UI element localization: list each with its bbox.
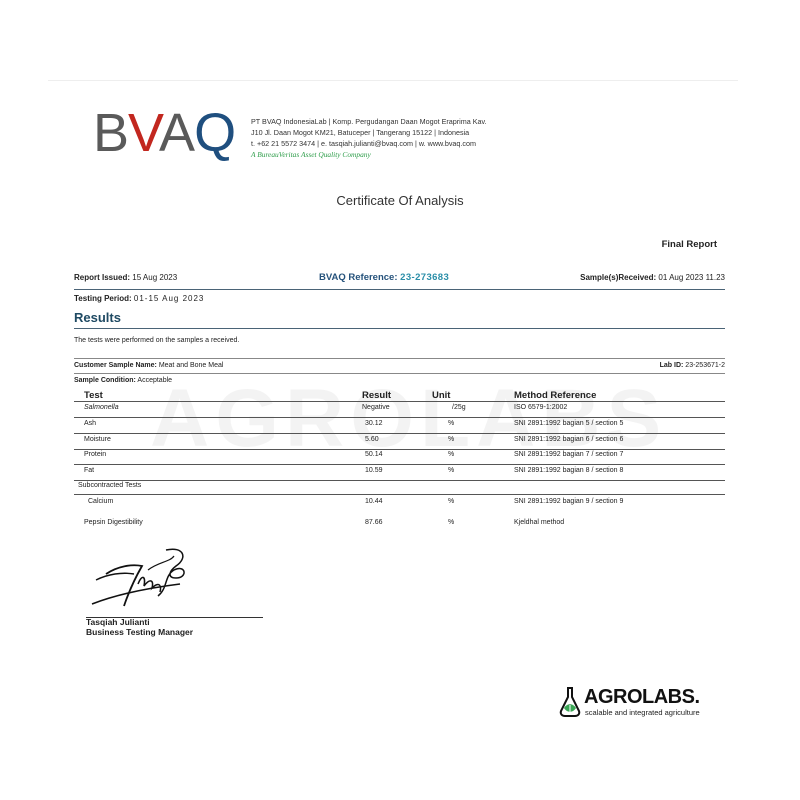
note-divider [74, 358, 725, 359]
signatory-name: Tasqiah Julianti [86, 617, 150, 627]
signatory-block [86, 617, 193, 637]
agrolabs-name: AGROLABS. [584, 686, 700, 708]
sample-condition: Sample Condition: Acceptable [74, 377, 173, 384]
table-row: Fat 10.59 % SNI 2891:1992 bagian 8 / section 8 [74, 465, 725, 481]
company-info [251, 116, 487, 160]
results-divider [74, 328, 725, 329]
header-test: Test [84, 390, 103, 401]
subcontracted-heading: Subcontracted Tests [78, 482, 142, 489]
signatory-title: Business Testing Manager [86, 627, 194, 637]
bvaq-reference: BVAQ Reference: 23-273683 [319, 272, 450, 283]
testing-period: Testing Period: 01-15 Aug 2023 [74, 294, 205, 303]
customer-sample: Customer Sample Name: Meat and Bone Meal Lab ID: 23-253671-2 [74, 362, 725, 369]
results-note: The tests were performed on the samples a received. [74, 337, 240, 344]
table-row: Salmonella Negative /25g ISO 6579-1:2002 [74, 402, 725, 418]
header-method: Method Reference [514, 390, 597, 401]
report-meta-row [74, 273, 725, 287]
subcontracted-divider [74, 494, 725, 495]
bvaq-logo: BVAQ [93, 103, 236, 163]
table-row: Ash 30.12 % SNI 2891:1992 bagian 5 / section 5 [74, 418, 725, 434]
report-issued: Report Issued: 15 Aug 2023 [74, 273, 178, 282]
document-title: Certificate Of Analysis [336, 193, 464, 208]
meta-divider [74, 289, 725, 290]
table-row: Moisture 5.60 % SNI 2891:1992 bagian 6 / section 6 [74, 434, 725, 450]
agrolabs-logo [558, 686, 723, 724]
results-heading: Results [74, 310, 121, 325]
header-result: Result [362, 390, 392, 401]
header-unit: Unit [432, 390, 451, 401]
company-address-line2: J10 Jl. Daan Mogot KM21, Batuceper | Tangerang 15122 | Indonesia [251, 128, 470, 137]
flask-leaf-icon [558, 686, 582, 718]
table-row: Calcium 10.44 % SNI 2891:1992 bagian 9 / section 9 [88, 498, 624, 505]
handwritten-signature [88, 544, 208, 614]
page-top-divider [48, 80, 738, 81]
table-row: Protein 50.14 % SNI 2891:1992 bagian 7 / section 7 [74, 449, 725, 465]
company-contact-line: t. +62 21 5572 3474 | e. tasqiah.julianti@bvaq.com | w. www.bvaq.com [251, 139, 476, 148]
sample-received: Sample(s)Received: 01 Aug 2023 11.23 [580, 273, 725, 282]
company-tagline: A BureauVeritas Asset Quality Company [251, 150, 371, 159]
company-address-line1: PT BVAQ IndonesiaLab | Komp. Pergudangan Daan Mogot Eraprima Kav. [251, 117, 487, 126]
agrolabs-slogan: scalable and integrated agriculture [585, 708, 700, 717]
lab-id: Lab ID: 23-253671-2 [659, 362, 725, 369]
report-type: Final Report [661, 239, 717, 250]
table-row: Pepsin Digestibility 87.66 % Kjeldhal method [84, 519, 565, 526]
